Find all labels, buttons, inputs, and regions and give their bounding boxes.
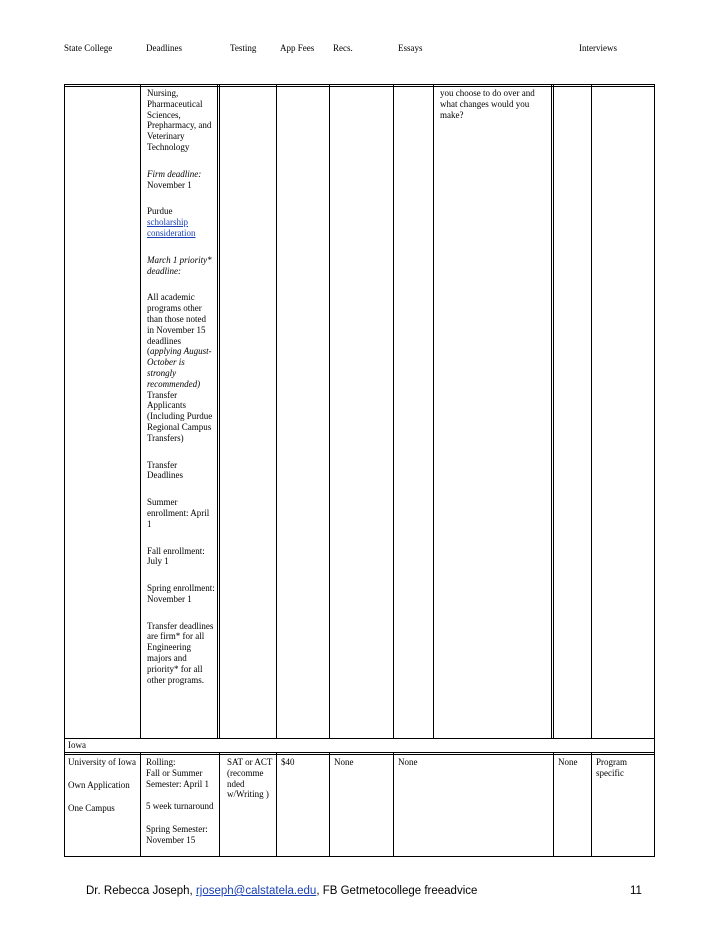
iowa-spring: Spring Semester: November 15	[146, 824, 208, 845]
iowa-program-cell: Program specific	[596, 757, 627, 778]
section-iowa: Iowa	[68, 740, 86, 750]
footer-author: Dr. Rebecca Joseph,	[86, 885, 196, 897]
page-number: 11	[630, 885, 642, 897]
header-interviews: Interviews	[579, 43, 617, 53]
iowa-essays-cell: None	[398, 757, 418, 767]
header-app-fees: App Fees	[280, 43, 315, 53]
purdue-essay-cell: you choose to do over and what changes would you make?	[440, 88, 535, 120]
rolling-label: Rolling:	[146, 757, 176, 767]
fall-summer-deadline: Fall or Summer Semester: April 1	[146, 767, 209, 789]
purdue-deadlines-cell	[147, 88, 215, 701]
summer-enrollment: Summer enrollment: April 1	[147, 497, 210, 529]
academic-programs	[147, 292, 215, 443]
purdue-word: Purdue	[147, 206, 173, 217]
iowa-interviews-cell: None	[558, 757, 578, 767]
scholarship-link[interactable]: scholarship consideration	[147, 217, 196, 238]
iowa-fee-cell: $40	[281, 757, 295, 767]
academic-text: All academic programs other than those noted in November 15 deadlines (	[147, 292, 206, 357]
footer-email-link[interactable]: rjoseph@calstatela.edu	[195, 885, 317, 897]
priority-deadline	[147, 255, 215, 277]
iowa-testing-cell: SAT or ACT (recomme nded w/Writing )	[227, 757, 273, 800]
priority-label: March 1 priority* deadline:	[147, 254, 212, 276]
firm-deadline-label: Firm deadline:	[147, 168, 202, 179]
transfer-deadlines: Transfer Deadlines	[147, 459, 183, 481]
page-footer	[86, 885, 477, 897]
iowa-name: University of Iowa	[68, 757, 136, 767]
iowa-campus: One Campus	[68, 802, 115, 813]
header-essays: Essays	[398, 43, 423, 53]
iowa-college-cell	[68, 757, 138, 825]
firm-deadline-date: November 1	[147, 179, 192, 190]
iowa-turnaround: 5 week turnaround	[146, 801, 214, 812]
header-deadlines: Deadlines	[146, 43, 182, 53]
header-recs: Recs.	[333, 43, 353, 53]
header-state-college: State College	[64, 43, 113, 53]
iowa-deadlines-cell	[146, 757, 218, 858]
iowa-recs-cell: None	[334, 757, 354, 767]
fall-enrollment: Fall enrollment: July 1	[147, 545, 205, 567]
scholarship	[147, 206, 215, 238]
iowa-own-app: Own Application	[68, 779, 130, 790]
transfer-firm: Transfer deadlines are firm* for all Engineering majors and priority* for all other programs.	[147, 620, 214, 685]
iowa-rolling	[146, 757, 218, 789]
programs-text: Nursing, Pharmaceutical Sciences, Prepharmacy, and Veterinary Technology	[147, 88, 212, 152]
firm-deadline	[147, 169, 215, 191]
spring-enrollment: Spring enrollment: November 1	[147, 583, 215, 604]
footer-rest: , FB Getmetocollege freeadvice	[316, 885, 478, 897]
academic-italic: applying August-October is strongly recommended)	[147, 346, 212, 389]
header-testing: Testing	[230, 43, 257, 53]
transfer-applicants: Transfer Applicants (Including Purdue Regional Campus Transfers)	[147, 389, 213, 443]
